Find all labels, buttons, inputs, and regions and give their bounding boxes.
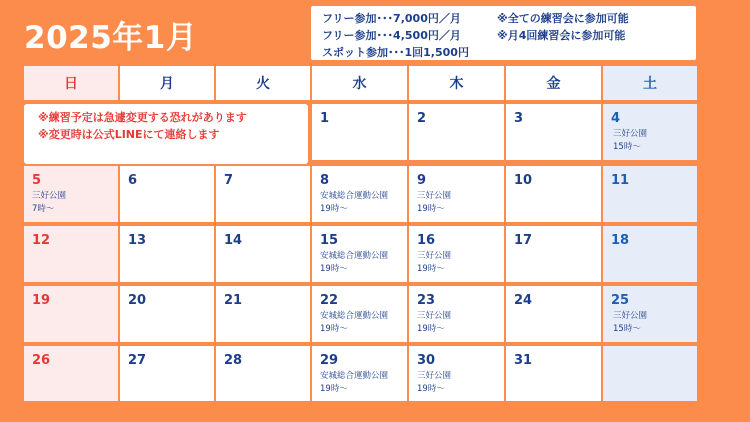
event-location: 三好公園 <box>417 311 452 321</box>
event-info <box>320 250 388 276</box>
event-info <box>320 370 388 396</box>
calendar-day-cell <box>506 286 601 342</box>
day-number: 5 <box>32 173 42 188</box>
calendar-day-cell <box>120 226 214 282</box>
day-number: 23 <box>417 293 436 308</box>
pricing-note: ※全ての練習会に参加可能 <box>497 12 629 25</box>
day-number: 26 <box>32 353 51 368</box>
event-time: 15時〜 <box>613 142 641 152</box>
day-number: 8 <box>320 173 330 188</box>
day-number: 22 <box>320 293 339 308</box>
calendar-day-cell <box>24 286 118 342</box>
event-time: 15時〜 <box>613 324 641 334</box>
calendar-day-cell <box>603 104 697 160</box>
day-number: 15 <box>320 233 339 248</box>
pricing-note: ※月4回練習会に参加可能 <box>497 29 626 42</box>
event-info <box>32 190 66 216</box>
event-time: 19時〜 <box>320 264 348 274</box>
day-number: 6 <box>128 173 138 188</box>
pricing-line: フリー参加･･･4,500円／月 <box>322 29 461 42</box>
calendar-day-cell <box>24 226 118 282</box>
pricing-box <box>311 6 696 60</box>
calendar-day-cell <box>409 226 504 282</box>
day-number: 30 <box>417 353 436 368</box>
event-location: 安城総合運動公園 <box>320 251 389 261</box>
event-location: 三好公園 <box>417 191 452 201</box>
calendar-day-cell <box>409 346 504 401</box>
event-info <box>417 370 451 396</box>
day-number: 19 <box>32 293 51 308</box>
notice-box <box>24 104 308 164</box>
calendar-day-cell <box>603 226 697 282</box>
event-time: 19時〜 <box>417 324 445 334</box>
weekday-header: 水 <box>312 66 407 100</box>
day-number: 21 <box>224 293 243 308</box>
calendar-day-cell <box>312 166 407 222</box>
calendar-day-cell <box>216 286 310 342</box>
event-time: 19時〜 <box>417 384 445 394</box>
day-number: 14 <box>224 233 243 248</box>
calendar-day-cell <box>24 346 118 401</box>
calendar-day-cell <box>24 166 118 222</box>
calendar-day-cell <box>409 104 504 160</box>
calendar-day-cell <box>120 166 214 222</box>
day-number: 31 <box>514 353 533 368</box>
event-location: 安城総合運動公園 <box>320 191 389 201</box>
event-location: 三好公園 <box>32 191 67 201</box>
day-number: 17 <box>514 233 533 248</box>
calendar-day-cell <box>216 226 310 282</box>
calendar-day-cell <box>409 286 504 342</box>
event-info <box>613 128 647 154</box>
event-info <box>320 310 388 336</box>
calendar-day-cell <box>603 286 697 342</box>
event-time: 19時〜 <box>417 204 445 214</box>
event-location: 安城総合運動公園 <box>320 311 389 321</box>
day-number: 24 <box>514 293 533 308</box>
event-info <box>613 310 647 336</box>
calendar-day-cell <box>603 346 697 401</box>
day-number: 18 <box>611 233 630 248</box>
day-number: 10 <box>514 173 533 188</box>
day-number: 16 <box>417 233 436 248</box>
event-info <box>417 250 451 276</box>
calendar-title: 2025年1月 <box>24 20 198 56</box>
pricing-line: フリー参加･･･7,000円／月 <box>322 12 461 25</box>
weekday-header: 木 <box>409 66 504 100</box>
event-info <box>417 190 451 216</box>
day-number: 7 <box>224 173 234 188</box>
weekday-header: 月 <box>120 66 214 100</box>
weekday-header: 土 <box>603 66 697 100</box>
calendar-day-cell <box>506 226 601 282</box>
weekday-header: 日 <box>24 66 118 100</box>
day-number: 11 <box>611 173 630 188</box>
calendar-day-cell <box>216 166 310 222</box>
event-time: 19時〜 <box>320 204 348 214</box>
event-location: 三好公園 <box>613 311 648 321</box>
calendar-day-cell <box>506 166 601 222</box>
calendar-day-cell <box>603 166 697 222</box>
pricing-line: スポット参加･･･1回1,500円 <box>322 46 469 59</box>
calendar-day-cell <box>506 104 601 160</box>
day-number: 4 <box>611 111 621 126</box>
event-info <box>320 190 388 216</box>
day-number: 20 <box>128 293 147 308</box>
day-number: 27 <box>128 353 147 368</box>
day-number: 9 <box>417 173 427 188</box>
event-location: 三好公園 <box>417 371 452 381</box>
day-number: 13 <box>128 233 147 248</box>
day-number: 28 <box>224 353 243 368</box>
day-number: 3 <box>514 111 524 126</box>
calendar-day-cell <box>216 346 310 401</box>
event-info <box>417 310 451 336</box>
day-number: 29 <box>320 353 339 368</box>
calendar-day-cell <box>409 166 504 222</box>
event-time: 7時〜 <box>32 204 55 214</box>
day-number: 25 <box>611 293 630 308</box>
event-time: 19時〜 <box>417 264 445 274</box>
event-location: 三好公園 <box>417 251 452 261</box>
notice-line: ※変更時は公式LINEにて連絡します <box>38 128 220 141</box>
calendar-day-cell <box>312 346 407 401</box>
day-number: 2 <box>417 111 427 126</box>
event-location: 安城総合運動公園 <box>320 371 389 381</box>
weekday-header: 火 <box>216 66 310 100</box>
calendar-day-cell <box>506 346 601 401</box>
event-time: 19時〜 <box>320 384 348 394</box>
day-number: 12 <box>32 233 51 248</box>
calendar-day-cell <box>312 286 407 342</box>
calendar-day-cell <box>120 346 214 401</box>
weekday-header: 金 <box>506 66 601 100</box>
day-number: 1 <box>320 111 330 126</box>
event-time: 19時〜 <box>320 324 348 334</box>
calendar-day-cell <box>312 226 407 282</box>
calendar-day-cell <box>312 104 407 160</box>
notice-line: ※練習予定は急遽変更する恐れがあります <box>38 111 247 124</box>
event-location: 三好公園 <box>613 129 648 139</box>
calendar-day-cell <box>120 286 214 342</box>
